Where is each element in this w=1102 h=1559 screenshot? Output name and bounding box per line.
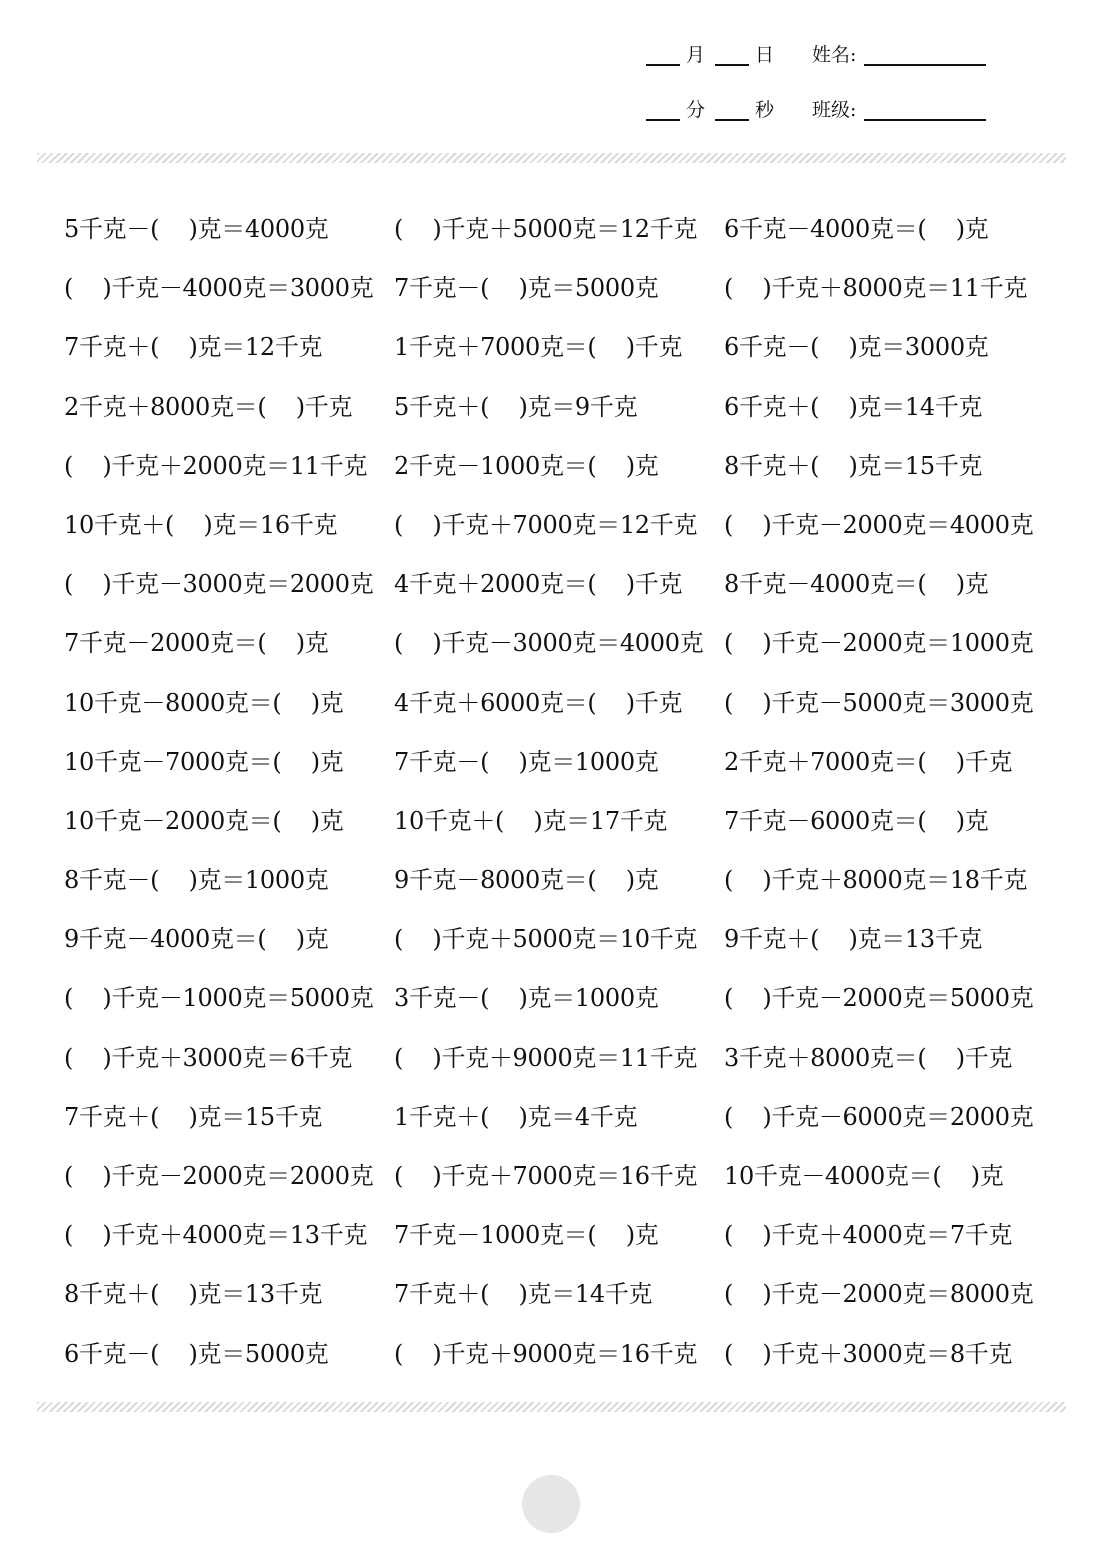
second-blank[interactable] xyxy=(715,99,749,121)
problem-item: ( )千克－2000克＝8000克 xyxy=(724,1280,1034,1309)
bottom-hatched-divider xyxy=(37,1402,1066,1412)
class-blank[interactable] xyxy=(864,99,986,121)
problem-item: 3千克－( )克＝1000克 xyxy=(394,984,659,1013)
problem-item: 2千克＋7000克＝( )千克 xyxy=(724,747,1013,776)
problem-item: ( )千克＋4000克＝7千克 xyxy=(724,1221,1013,1250)
month-blank[interactable] xyxy=(646,44,680,66)
date-name-row xyxy=(646,44,986,66)
problem-item: ( )千克－5000克＝3000克 xyxy=(724,688,1034,717)
problem-item: 7千克－2000克＝( )克 xyxy=(64,629,329,658)
problem-item: 5千克－( )克＝4000克 xyxy=(64,215,329,243)
problem-item: 3千克＋8000克＝( )千克 xyxy=(724,1043,1013,1072)
problem-item: ( )千克＋2000克＝11千克 xyxy=(64,451,368,480)
problem-item: 10千克－2000克＝( )克 xyxy=(64,806,344,835)
problem-item: ( )千克＋7000克＝16千克 xyxy=(394,1162,698,1190)
problem-item: ( )千克－3000克＝4000克 xyxy=(394,629,704,658)
problem-item: 4千克＋6000克＝( )千克 xyxy=(394,688,683,717)
problem-item: ( )千克＋5000克＝10千克 xyxy=(394,925,698,954)
problem-item: 2千克－1000克＝( )克 xyxy=(394,451,659,480)
problem-item: 6千克－( )克＝3000克 xyxy=(724,333,989,362)
problem-item: 1千克＋7000克＝( )千克 xyxy=(394,333,683,362)
month-label: 月 xyxy=(686,44,706,66)
problem-item: ( )千克＋8000克＝18千克 xyxy=(724,866,1028,895)
problem-item: 1千克＋( )克＝4千克 xyxy=(394,1102,638,1131)
name-label: 姓名: xyxy=(812,44,857,66)
minute-blank[interactable] xyxy=(646,99,680,121)
problem-item: ( )千克＋5000克＝12千克 xyxy=(394,215,698,243)
problem-item: 7千克＋( )克＝14千克 xyxy=(394,1280,653,1309)
problem-item: 7千克＋( )克＝12千克 xyxy=(64,333,323,362)
day-label: 日 xyxy=(755,44,775,66)
problem-item: 8千克＋( )克＝13千克 xyxy=(64,1280,323,1309)
problem-item: 6千克＋( )克＝14千克 xyxy=(724,392,983,421)
problem-item: 2千克＋8000克＝( )千克 xyxy=(64,392,353,421)
problem-item: ( )千克－2000克＝5000克 xyxy=(724,984,1034,1013)
page-indicator-circle xyxy=(522,1475,580,1533)
problem-item: ( )千克－3000克＝2000克 xyxy=(64,570,374,599)
problem-item: ( )千克＋3000克＝6千克 xyxy=(64,1043,353,1072)
problem-item: 7千克＋( )克＝15千克 xyxy=(64,1102,323,1131)
problem-item: 10千克－8000克＝( )克 xyxy=(64,688,344,717)
problem-item: ( )千克－2000克＝2000克 xyxy=(64,1162,374,1190)
problem-item: ( )千克－2000克＝4000克 xyxy=(724,510,1034,539)
problem-item: 9千克＋( )克＝13千克 xyxy=(724,925,983,954)
problem-item: 8千克＋( )克＝15千克 xyxy=(724,451,983,480)
class-label: 班级: xyxy=(812,99,857,121)
problem-item: ( )千克－4000克＝3000克 xyxy=(64,274,374,303)
problem-item: ( )千克＋7000克＝12千克 xyxy=(394,510,698,539)
problem-item: ( )千克＋3000克＝8千克 xyxy=(724,1339,1013,1368)
name-blank[interactable] xyxy=(864,44,986,66)
top-hatched-divider xyxy=(37,153,1066,163)
problem-item: 10千克＋( )克＝17千克 xyxy=(394,806,668,835)
problem-item: ( )千克＋9000克＝16千克 xyxy=(394,1339,698,1368)
problem-item: 6千克－( )克＝5000克 xyxy=(64,1339,329,1368)
problem-item: 10千克－7000克＝( )克 xyxy=(64,747,344,776)
problem-item: ( )千克＋9000克＝11千克 xyxy=(394,1043,698,1072)
problem-item: 10千克－4000克＝( )克 xyxy=(724,1162,1004,1190)
problem-item: ( )千克＋4000克＝13千克 xyxy=(64,1221,368,1250)
problem-grid xyxy=(64,202,1064,1386)
problem-item: 9千克－4000克＝( )克 xyxy=(64,925,329,954)
problem-item: 6千克－4000克＝( )克 xyxy=(724,215,989,243)
problem-item: 5千克＋( )克＝9千克 xyxy=(394,392,638,421)
minute-label: 分 xyxy=(686,99,706,121)
problem-item: 9千克－8000克＝( )克 xyxy=(394,866,659,895)
problem-item: 7千克－6000克＝( )克 xyxy=(724,806,989,835)
problem-item: ( )千克－2000克＝1000克 xyxy=(724,629,1034,658)
problem-item: 8千克－4000克＝( )克 xyxy=(724,570,989,599)
problem-item: 7千克－( )克＝1000克 xyxy=(394,747,659,776)
time-class-row xyxy=(646,99,986,121)
problem-item: 7千克－1000克＝( )克 xyxy=(394,1221,659,1250)
problem-item: 10千克＋( )克＝16千克 xyxy=(64,510,338,539)
second-label: 秒 xyxy=(755,99,775,121)
problem-item: ( )千克－6000克＝2000克 xyxy=(724,1102,1034,1131)
day-blank[interactable] xyxy=(715,44,749,66)
problem-item: ( )千克＋8000克＝11千克 xyxy=(724,274,1028,303)
worksheet-header xyxy=(0,0,1102,150)
problem-item: 8千克－( )克＝1000克 xyxy=(64,866,329,895)
problem-item: 4千克＋2000克＝( )千克 xyxy=(394,570,683,599)
problem-item: 7千克－( )克＝5000克 xyxy=(394,274,659,303)
problem-item: ( )千克－1000克＝5000克 xyxy=(64,984,374,1013)
